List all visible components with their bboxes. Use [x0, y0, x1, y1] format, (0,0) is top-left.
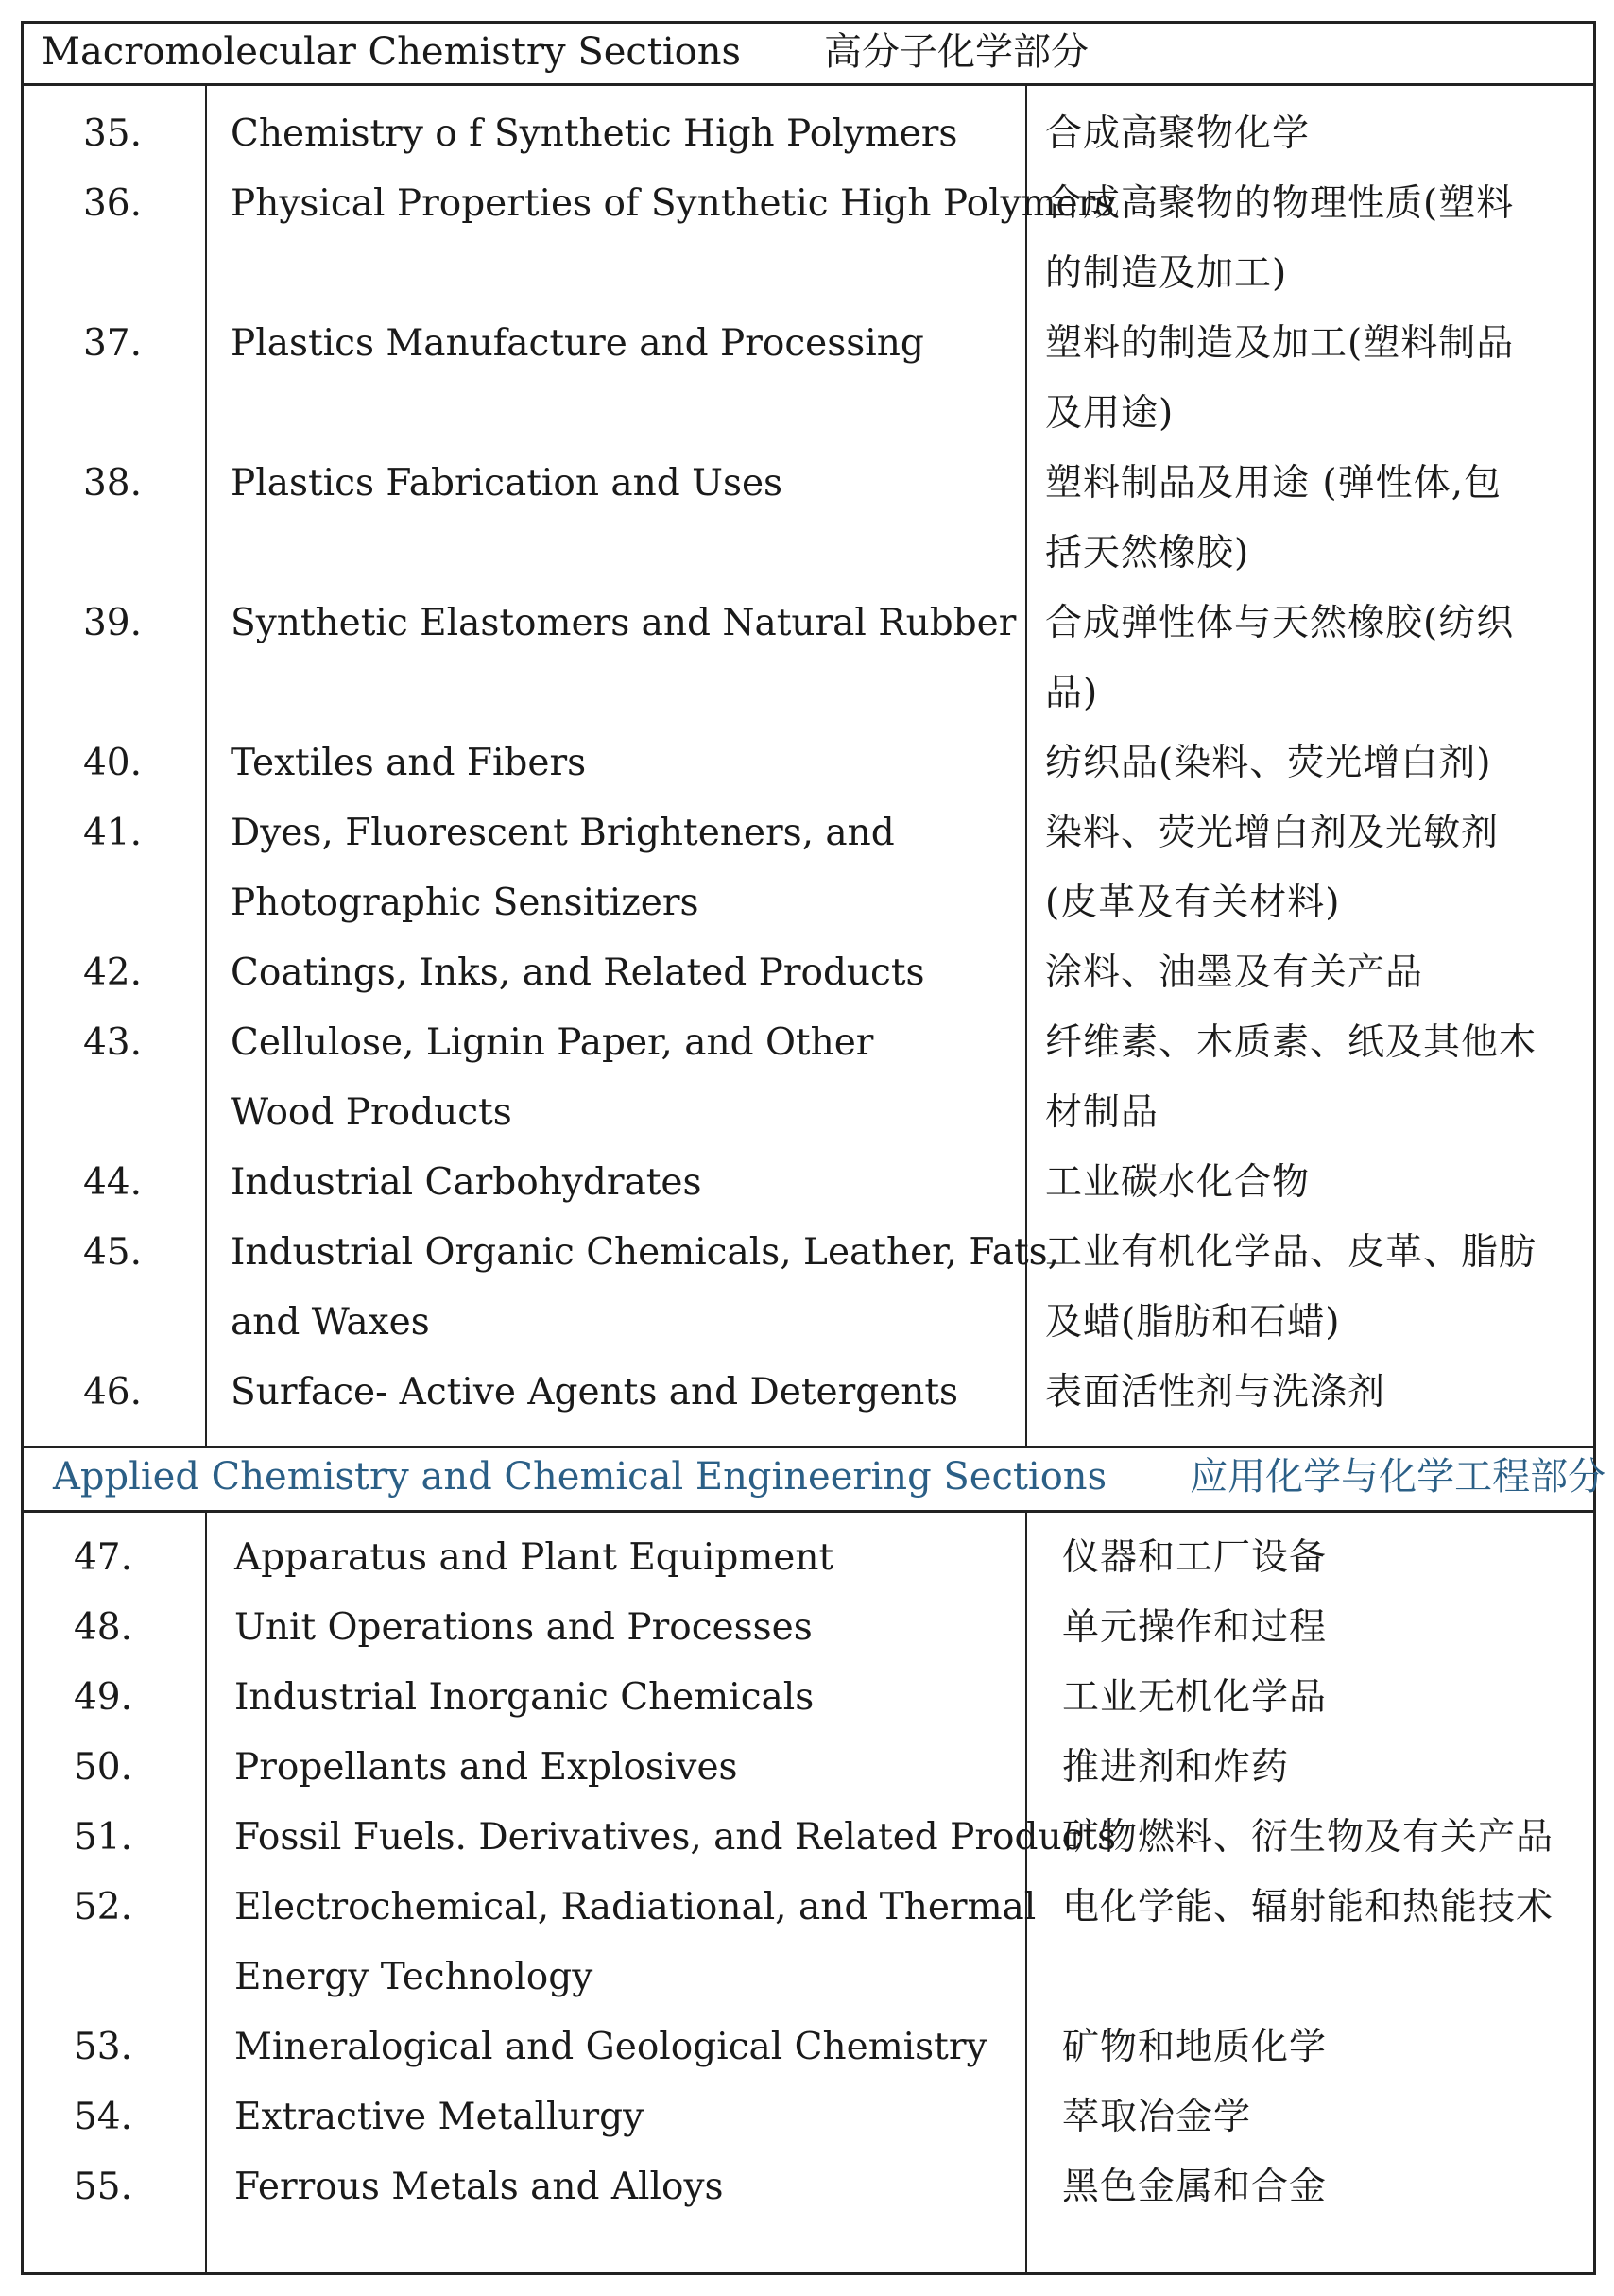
section-name-zh — [1045, 589, 1514, 728]
section-name-zh — [1062, 1803, 1554, 1873]
text-line: Cellulose, Lignin Paper, and Other — [231, 1021, 874, 1064]
section-name-en — [234, 2013, 987, 2082]
text-line: 及蜡(脂肪和石蜡) — [1045, 1301, 1341, 1344]
text-line: Ferrous Metals and Alloys — [234, 2166, 724, 2208]
text-line: 工业碳水化合物 — [1045, 1161, 1311, 1204]
text-line: Plastics Manufacture and Processing — [231, 322, 924, 365]
section-name-en — [234, 1873, 1036, 2013]
section-number: 54. — [73, 2096, 132, 2138]
section-number: 46. — [82, 1371, 142, 1414]
text-line: Electrochemical, Radiational, and Thermal — [234, 1886, 1037, 1928]
text-line: 合成高聚物化学 — [1045, 112, 1311, 155]
text-line: Industrial Inorganic Chemicals — [234, 1676, 815, 1719]
text-line: Unit Operations and Processes — [234, 1606, 813, 1649]
section-title-en: Applied Chemistry and Chemical Engineering Sections — [53, 1455, 1107, 1499]
section-name-en — [231, 728, 586, 798]
section-title-zh: 应用化学与化学工程部分 — [1190, 1455, 1606, 1499]
text-line: Wood Products — [231, 1091, 512, 1134]
section-name-zh — [1045, 1218, 1537, 1358]
section-name-zh — [1045, 798, 1499, 938]
section-number: 40. — [82, 742, 142, 784]
text-line: 萃取冶金学 — [1062, 2096, 1252, 2138]
divider-header-2 — [21, 1510, 1596, 1513]
section-name-en — [234, 1593, 813, 1663]
section-number: 52. — [73, 1886, 132, 1928]
text-line: 括天然橡胶) — [1045, 532, 1250, 574]
section-name-zh — [1062, 2082, 1251, 2152]
section-name-en — [231, 1008, 873, 1148]
section-title-en: Macromolecular Chemistry Sections — [42, 30, 742, 74]
section-number: 53. — [73, 2026, 132, 2068]
section-name-en — [234, 1733, 738, 1803]
text-line: 工业有机化学品、皮革、脂肪 — [1045, 1231, 1537, 1274]
text-line: Fossil Fuels. Derivatives, and Related Products — [234, 1816, 1117, 1859]
section-number: 39. — [82, 602, 142, 644]
text-line: 染料、荧光增白剂及光敏剂 — [1045, 812, 1500, 854]
section-number: 41. — [82, 812, 142, 854]
text-line: Textiles and Fibers — [231, 742, 587, 784]
text-line: 涂料、油墨及有关产品 — [1045, 951, 1424, 994]
text-line: (皮革及有关材料) — [1045, 882, 1341, 924]
section-name-en — [231, 798, 895, 938]
text-line: Dyes, Fluorescent Brighteners, and — [231, 812, 895, 854]
text-line: 合成弹性体与天然橡胶(纺织 — [1045, 602, 1515, 644]
text-line: Coatings, Inks, and Related Products — [231, 951, 925, 994]
text-line: Industrial Carbohydrates — [231, 1161, 702, 1204]
section-number: 37. — [82, 322, 142, 365]
section-name-en — [231, 938, 925, 1008]
divider-section-2-top — [21, 1446, 1596, 1448]
section-name-zh — [1045, 1008, 1537, 1148]
text-line: and Waxes — [231, 1301, 430, 1344]
section-number: 51. — [73, 1816, 132, 1859]
text-line: Mineralogical and Geological Chemistry — [234, 2026, 987, 2068]
text-line: Propellants and Explosives — [234, 1746, 738, 1789]
section-name-en — [231, 1148, 702, 1218]
section-name-en — [231, 589, 1016, 659]
text-line: 品) — [1045, 672, 1099, 714]
text-line: 工业无机化学品 — [1062, 1676, 1328, 1719]
text-line: Extractive Metallurgy — [234, 2096, 644, 2138]
section-name-en — [231, 169, 1114, 239]
section-name-en — [234, 2152, 724, 2222]
section-number: 47. — [73, 1536, 132, 1579]
text-line: 仪器和工厂设备 — [1062, 1536, 1328, 1579]
text-line: 的制造及加工) — [1045, 252, 1288, 295]
text-line: Energy Technology — [234, 1956, 593, 1998]
text-line: 单元操作和过程 — [1062, 1606, 1328, 1649]
section-name-en — [231, 1218, 1059, 1358]
section-name-en — [234, 1663, 814, 1733]
section-name-zh — [1045, 728, 1491, 798]
text-line: Plastics Fabrication and Uses — [231, 462, 783, 505]
section-name-zh — [1062, 1593, 1327, 1663]
text-line: 矿物燃料、衍生物及有关产品 — [1062, 1816, 1554, 1859]
section-name-en — [234, 1523, 833, 1593]
text-line: Physical Properties of Synthetic High Polymers — [231, 182, 1115, 225]
section-name-zh — [1062, 1523, 1327, 1593]
section-title-zh: 高分子化学部分 — [824, 30, 1090, 74]
text-line: 矿物和地质化学 — [1062, 2026, 1328, 2068]
section-number: 55. — [73, 2166, 132, 2208]
section-name-zh — [1062, 2152, 1327, 2222]
section-header-macromolecular — [42, 28, 1089, 76]
section-number: 50. — [73, 1746, 132, 1789]
divider-header-1 — [21, 83, 1596, 86]
text-line: 推进剂和炸药 — [1062, 1746, 1290, 1789]
text-line: Industrial Organic Chemicals, Leather, Fats, — [231, 1231, 1060, 1274]
section-number: 49. — [73, 1676, 132, 1719]
section-name-zh — [1045, 938, 1423, 1008]
section-name-zh — [1045, 309, 1514, 449]
section-name-zh — [1045, 1148, 1310, 1218]
section-number: 42. — [82, 951, 142, 994]
section-name-zh — [1045, 99, 1310, 169]
text-line: 纤维素、木质素、纸及其他木 — [1045, 1021, 1537, 1064]
section-number: 38. — [82, 462, 142, 505]
text-line: Apparatus and Plant Equipment — [234, 1536, 834, 1579]
section-name-en — [231, 309, 924, 379]
section-name-zh — [1045, 169, 1514, 309]
text-line: 合成高聚物的物理性质(塑料 — [1045, 182, 1515, 225]
text-line: 塑料的制造及加工(塑料制品 — [1045, 322, 1515, 365]
section-number: 36. — [82, 182, 142, 225]
column-rule-left-2 — [205, 1512, 207, 2273]
section-number: 48. — [73, 1606, 132, 1649]
section-header-applied — [53, 1453, 1605, 1500]
text-line: 表面活性剂与洗涤剂 — [1045, 1371, 1386, 1414]
section-name-zh — [1062, 1733, 1289, 1803]
section-name-en — [234, 2082, 644, 2152]
section-name-zh — [1062, 1663, 1327, 1733]
section-number: 35. — [82, 112, 142, 155]
section-name-zh — [1045, 1358, 1385, 1428]
text-line: 纺织品(染料、荧光增白剂) — [1045, 742, 1492, 784]
text-line: 材制品 — [1045, 1091, 1159, 1134]
section-name-zh — [1062, 2013, 1327, 2082]
section-number: 44. — [82, 1161, 142, 1204]
section-name-zh — [1045, 449, 1502, 589]
section-number: 45. — [82, 1231, 142, 1274]
text-line: 黑色金属和合金 — [1062, 2166, 1328, 2208]
text-line: Synthetic Elastomers and Natural Rubber — [231, 602, 1017, 644]
text-line: 及用途) — [1045, 392, 1175, 435]
section-name-en — [231, 99, 957, 169]
section-number: 43. — [82, 1021, 142, 1064]
section-name-en — [231, 449, 782, 519]
text-line: Photographic Sensitizers — [231, 882, 699, 924]
text-line: Chemistry o f Synthetic High Polymers — [231, 112, 958, 155]
section-name-zh — [1062, 1873, 1554, 1943]
text-line: 塑料制品及用途 (弹性体,包 — [1045, 462, 1502, 505]
text-line: 电化学能、辐射能和热能技术 — [1062, 1886, 1554, 1928]
section-name-en — [231, 1358, 958, 1428]
text-line: Surface- Active Agents and Detergents — [231, 1371, 959, 1414]
column-rule-left-1 — [205, 85, 207, 1446]
section-name-en — [234, 1803, 1116, 1873]
